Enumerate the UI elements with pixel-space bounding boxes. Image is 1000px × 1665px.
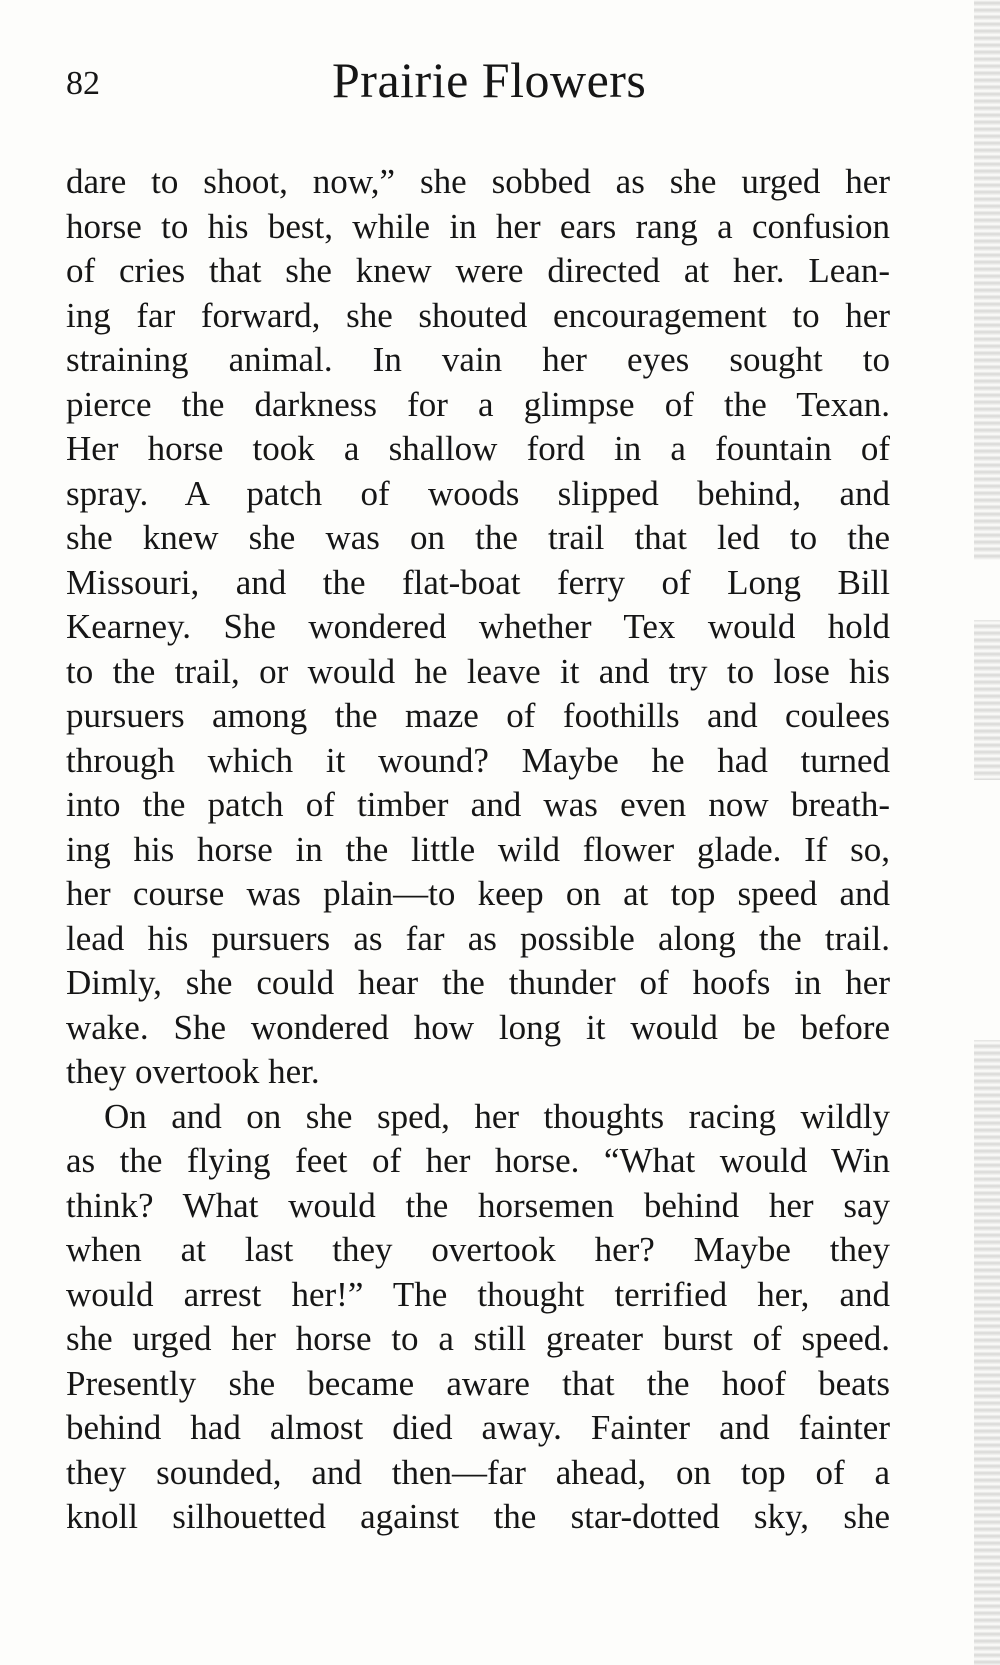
text-line: they sounded, and then—far ahead, on top of a bbox=[66, 1452, 890, 1492]
scan-edge-gap bbox=[974, 780, 1000, 1040]
text-line: Missouri, and the flat-boat ferry of Long Bill bbox=[66, 562, 890, 602]
text-line: straining animal. In vain her eyes sought to bbox=[66, 340, 890, 379]
text-line: of cries that she knew were directed at her. Lean- bbox=[66, 251, 890, 290]
paragraph-start-line: On and on she sped, her thoughts racing wildly bbox=[104, 1096, 890, 1136]
text-line: Presently she became aware that the hoof beats bbox=[66, 1363, 890, 1403]
text-line: dare to shoot, now,” she sobbed as she urged her bbox=[66, 162, 890, 201]
running-title: Prairie Flowers bbox=[332, 52, 647, 108]
page-number: 82 bbox=[66, 65, 100, 102]
page-header bbox=[66, 44, 946, 124]
text-line: as the flying feet of her horse. “What would Win bbox=[66, 1141, 890, 1180]
text-line: she urged her horse to a still greater burst of speed. bbox=[66, 1319, 890, 1358]
text-line: Kearney. She wondered whether Tex would hold bbox=[66, 607, 890, 646]
text-line: Her horse took a shallow ford in a fountain of bbox=[66, 429, 890, 468]
text-line: Dimly, she could hear the thunder of hoofs in her bbox=[66, 963, 890, 1002]
text-line: ing his horse in the little wild flower glade. If so, bbox=[66, 829, 890, 869]
text-line: ing far forward, she shouted encouragement to her bbox=[66, 295, 890, 335]
text-line: think? What would the horsemen behind her say bbox=[66, 1185, 890, 1225]
text-line: behind had almost died away. Fainter and fainter bbox=[66, 1408, 890, 1447]
text-line: she knew she was on the trail that led to the bbox=[66, 518, 890, 557]
body-text bbox=[66, 160, 890, 1540]
text-line: spray. A patch of woods slipped behind, and bbox=[66, 473, 890, 513]
text-line: wake. She wondered how long it would be before bbox=[66, 1007, 890, 1047]
text-line: pursuers among the maze of foothills and coulees bbox=[66, 696, 890, 735]
text-line: horse to his best, while in her ears rang a confusion bbox=[66, 206, 890, 246]
text-line: lead his pursuers as far as possible along the trail. bbox=[66, 918, 890, 958]
text-line: to the trail, or would he leave it and try to lose his bbox=[66, 651, 890, 691]
text-line: into the patch of timber and was even now breath- bbox=[66, 785, 890, 824]
text-line: knoll silhouetted against the star-dotted sky, she bbox=[66, 1497, 890, 1536]
scan-edge-gap bbox=[974, 560, 1000, 620]
text-line: her course was plain—to keep on at top speed and bbox=[66, 874, 890, 913]
text-line: through which it wound? Maybe he had turned bbox=[66, 740, 890, 780]
text-line: would arrest her!” The thought terrified her, and bbox=[66, 1274, 890, 1314]
text-line: when at last they overtook her? Maybe they bbox=[66, 1230, 890, 1269]
paragraph-end-line: they overtook her. bbox=[66, 1052, 320, 1091]
text-line: pierce the darkness for a glimpse of the Texan. bbox=[66, 384, 890, 424]
